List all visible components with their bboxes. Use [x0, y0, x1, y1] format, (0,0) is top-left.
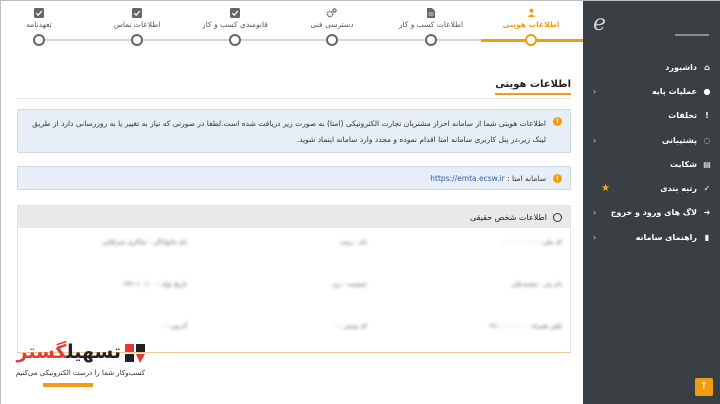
watermark-brand-black: تسهیل [66, 341, 121, 363]
sidebar-item-label: داشبورد [665, 62, 697, 72]
sidebar-item-rating[interactable] [583, 176, 720, 200]
watermark-brand [17, 341, 122, 363]
step-label: قانومندی کسب و کار [202, 20, 268, 29]
logo-mark: e [593, 11, 607, 36]
step-dot [229, 34, 241, 46]
info-cell: نام : زینب [339, 238, 367, 246]
step-business-info[interactable] [381, 1, 481, 49]
info-cell: جنسیت : زن [332, 280, 367, 288]
step-identity[interactable] [481, 1, 581, 49]
watermark-bar [43, 383, 93, 387]
info-cell: کد ملی : ۰۰۰۰۰۰۰۰۰۰ [501, 238, 562, 246]
chevron-left-icon: ‹ [593, 208, 597, 218]
chat-icon: ◌ [703, 135, 711, 145]
divider [17, 98, 571, 99]
info-cell: تلفن همراه : ۰۹۱۰۰۰۰۰۰۰۰ [487, 322, 562, 330]
info-cell: کد پستی : - [334, 322, 367, 330]
watermark-logo [9, 337, 149, 397]
sidebar-item-guide[interactable] [583, 225, 720, 249]
gears-icon [327, 8, 337, 18]
alert-icon: ! [705, 111, 709, 121]
step-label: اطلاعات کسب و کار [398, 20, 464, 29]
sidebar-item-label: عملیات پایه [651, 86, 697, 96]
link-alert [17, 166, 571, 190]
info-icon: ! [553, 117, 562, 126]
section-header [17, 49, 571, 109]
step-label: دسترسی فنی [310, 20, 354, 29]
sidebar-item-label: راهنمای سامانه [635, 232, 697, 242]
signout-icon: ➜ [703, 208, 711, 218]
watermark-tagline: کسب‌وکار شما را درست الکترونیکی می‌کنیم [15, 369, 145, 377]
sidebar-menu [583, 47, 720, 249]
info-row [18, 280, 572, 294]
file-icon: ▤ [703, 159, 711, 169]
info-row [18, 322, 572, 336]
step-dot [33, 34, 45, 46]
user-circle-icon [553, 213, 562, 222]
user-icon: ● [703, 86, 711, 96]
sidebar-item-support[interactable] [583, 128, 720, 152]
home-icon: ⌂ [704, 62, 710, 72]
step-dot [425, 34, 437, 46]
chevron-left-icon: ‹ [593, 135, 597, 145]
sidebar-item-label: تخلفات [668, 111, 697, 121]
step-commitment[interactable] [0, 1, 89, 49]
sidebar-item-label: پشتیبانی [661, 135, 697, 145]
step-label: اطلاعات هویتی [502, 20, 560, 29]
check-icon: ✓ [703, 184, 711, 194]
document-icon [426, 8, 436, 18]
info-cell: تاریخ تولد : ۱۳۶۰/۰۰/۰۰ [122, 280, 187, 288]
step-dot [326, 34, 338, 46]
sidebar-item-label: لاگ های ورود و خروج [610, 208, 697, 218]
link-alert-label: سامانه امتا : [507, 174, 546, 183]
sidebar-item-label: رتبه بندی [660, 184, 697, 194]
chevron-left-icon: ‹ [593, 86, 597, 96]
brand-logo[interactable] [583, 1, 720, 47]
sidebar-item-login-logs[interactable] [583, 201, 720, 225]
info-icon: ! [553, 174, 562, 183]
info-row [18, 238, 572, 252]
sidebar-item-label: شکایت [670, 159, 697, 169]
info-cell: نام پدر : محمدعلی [511, 280, 562, 288]
brand-mark-icon [123, 341, 147, 365]
scroll-top-button[interactable] [695, 378, 713, 396]
watermark-brand-red: گستر [16, 341, 67, 363]
checkbox-icon [230, 8, 240, 18]
info-alert-text: اطلاعات هویتی شما از سامانه احراز مشتریان تجارت الکترونیکی (امتا) به صورت زیر دریافت شده است.لطفا در صورتی که نیاز به تغییر یا به روزرسانی دارد از طریق لینک زیر،در پنل کاربری سامانه امتا اقدام نموده و مجدد وارد سامانه اینماد شوید. [32, 119, 546, 144]
step-dot [525, 34, 537, 46]
step-technical-access[interactable] [282, 1, 382, 49]
checkbox-icon [132, 8, 142, 18]
step-dot [131, 34, 143, 46]
logo-underline [675, 34, 709, 36]
chevron-left-icon: ‹ [593, 232, 597, 242]
info-cell: آدرس : - [162, 322, 187, 330]
sidebar-item-basic-ops[interactable] [583, 79, 720, 103]
card-header [18, 206, 570, 228]
person-info-card [17, 205, 571, 353]
page-title: اطلاعات هویتی [495, 79, 571, 95]
book-icon: ▮ [704, 232, 710, 242]
step-legitimacy[interactable] [185, 1, 285, 49]
card-title: اطلاعات شخص حقیقی [470, 212, 547, 222]
user-icon [526, 8, 536, 18]
info-alert [17, 109, 571, 153]
arrow-up-icon: ↑ [699, 381, 709, 392]
sidebar [583, 1, 720, 404]
main-area [1, 1, 583, 404]
sidebar-item-complaint[interactable] [583, 152, 720, 176]
step-label: اطلاعات تماس [113, 20, 161, 29]
step-label: تعهدنامه [26, 20, 52, 29]
checkbox-icon [34, 8, 44, 18]
info-cell: نام خانوادگی : شاکری شرکتانی [101, 238, 187, 246]
wizard-steps [1, 1, 583, 49]
sidebar-item-violations[interactable] [583, 104, 720, 128]
emta-link[interactable]: https://emta.ecsw.ir [430, 174, 505, 183]
step-contact-info[interactable] [87, 1, 187, 49]
sidebar-item-dashboard[interactable] [583, 55, 720, 79]
star-icon: ★ [601, 183, 610, 195]
